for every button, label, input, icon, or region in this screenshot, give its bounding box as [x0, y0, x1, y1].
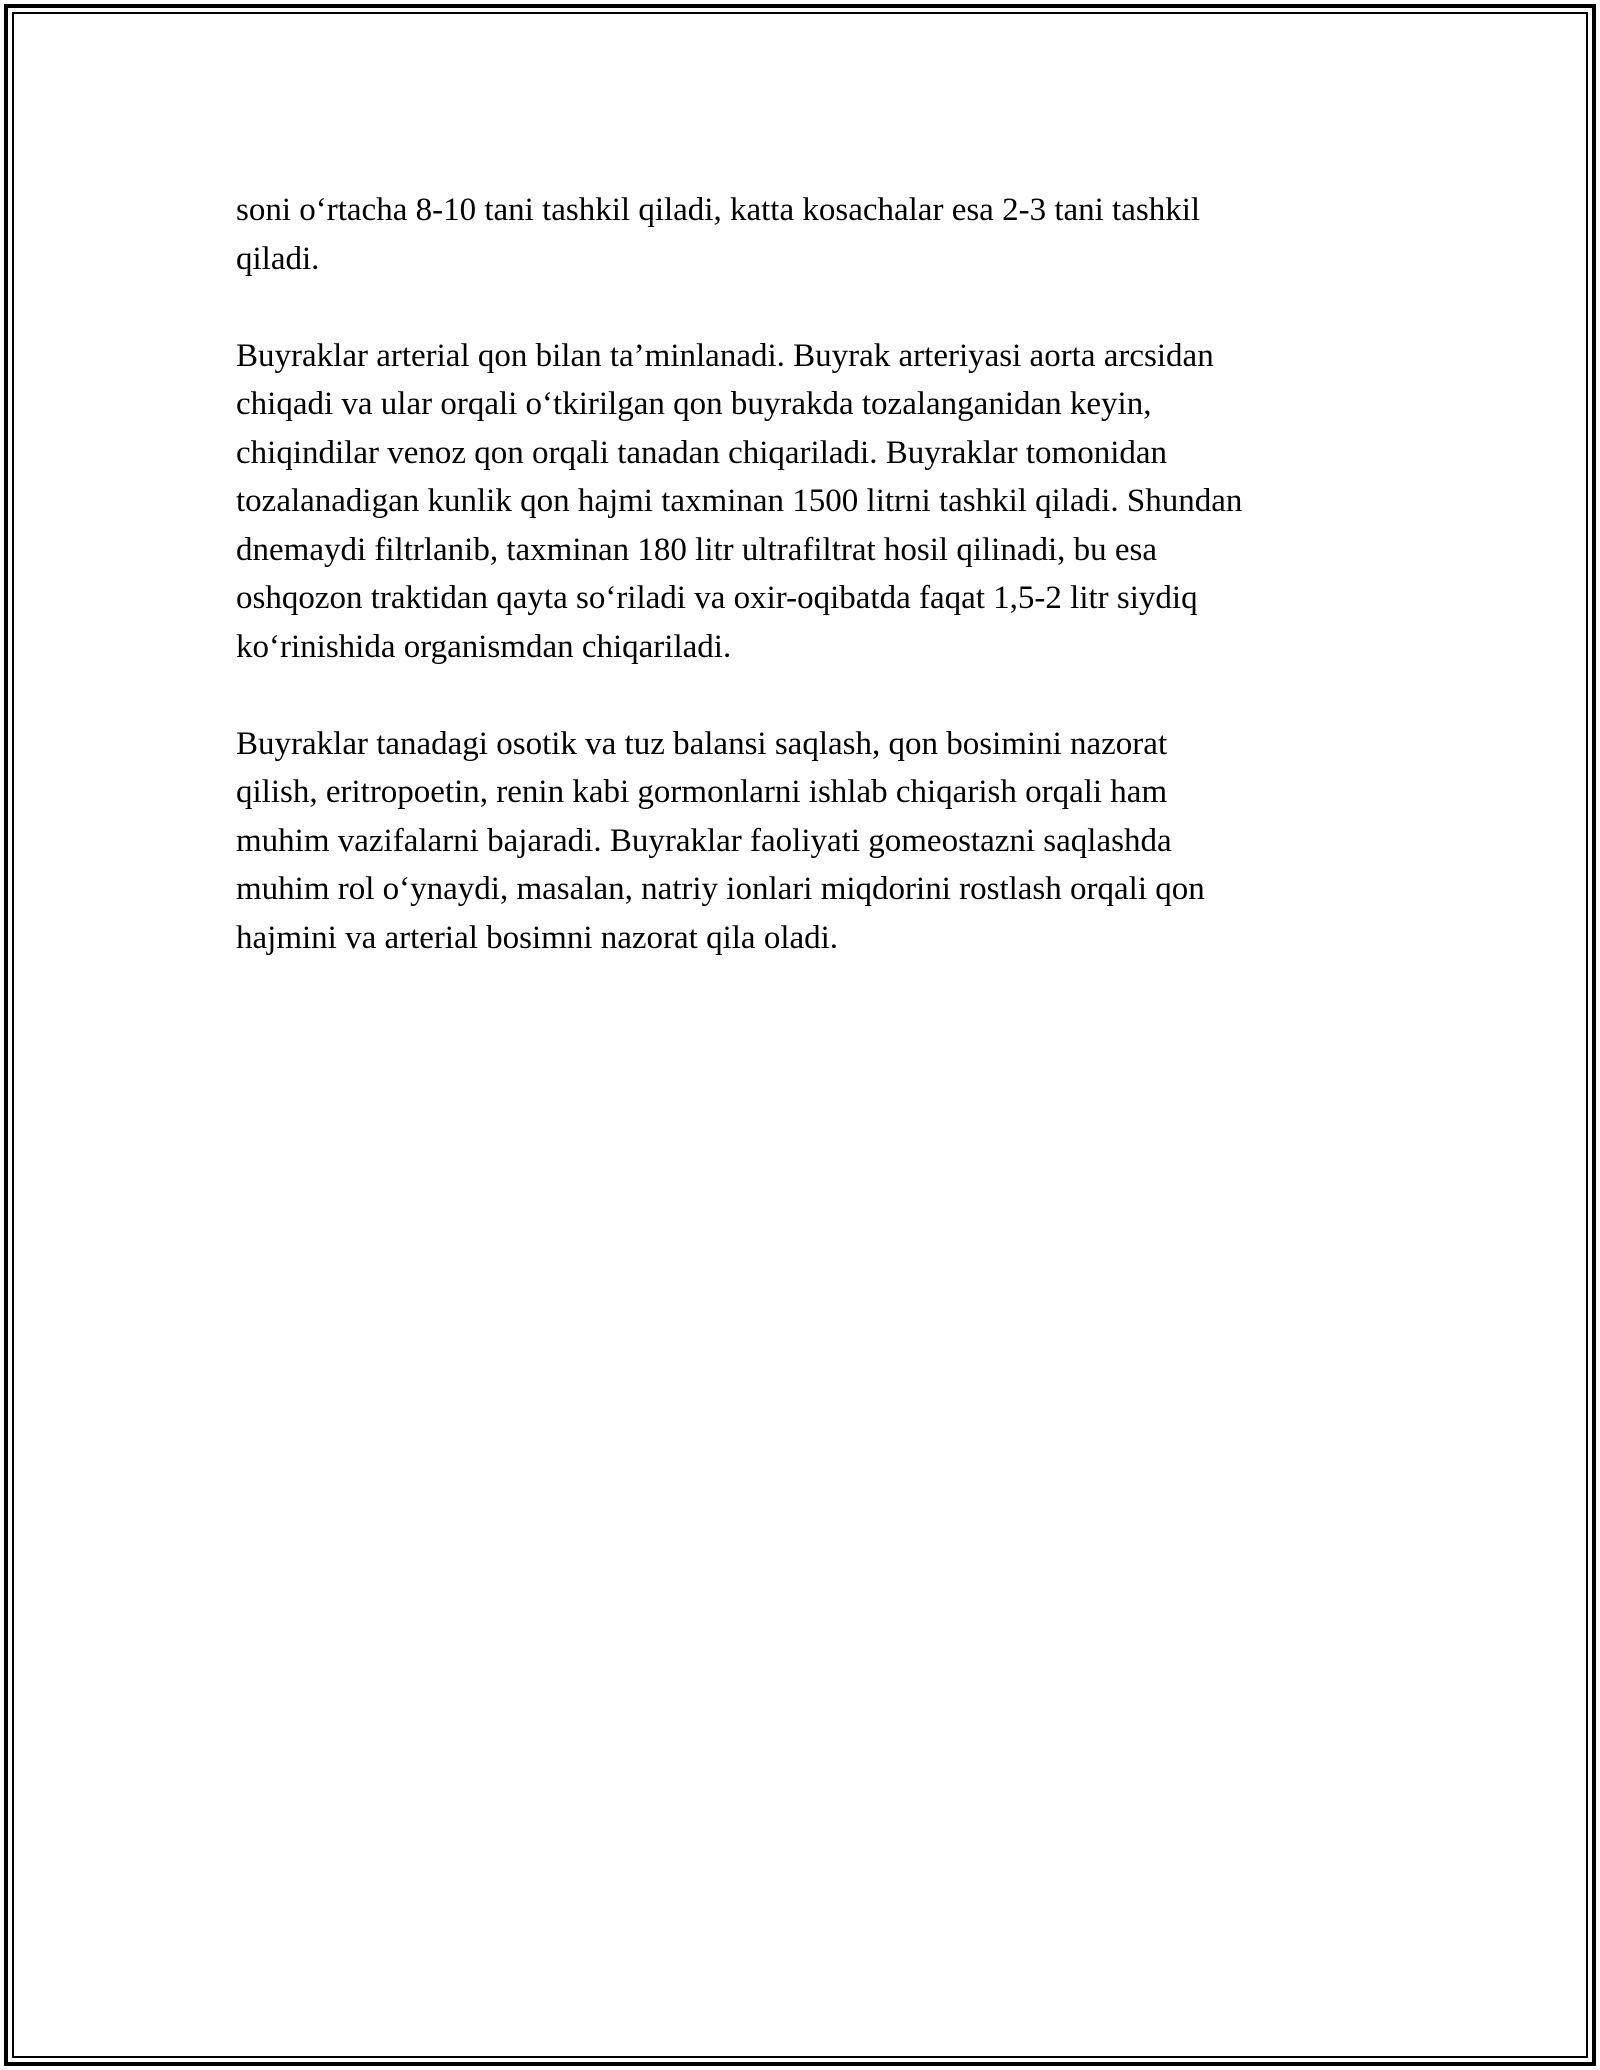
document-body	[236, 186, 1366, 1011]
paragraph-3: Buyraklar tanadagi osotik va tuz balansi saqlash, qon bosimini nazorat qilish, eritropoetin, renin kabi gormonlarni ishlab chiqarish orqali ham muhim vazifalarni bajaradi. Buyraklar faoliyati gomeostazni saqlashda muhim rol o‘ynaydi, masalan, natriy ionlari miqdorini rostlash orqali qon hajmini va arterial bosimni nazorat qila oladi.	[236, 725, 1205, 956]
paragraph-1: soni o‘rtacha 8-10 tani tashkil qiladi, katta kosachalar esa 2-3 tani tashkil qiladi.	[236, 192, 1201, 277]
paragraph-2: Buyraklar arterial qon bilan ta’minlanadi. Buyrak arteriyasi aorta arcsidan chiqadi va ular orqali o‘tkirilgan qon buyrakda tozalanganidan keyin, chiqindilar venoz qon orqali tanadan chiqariladi. Buyraklar tomonidan tozalanadigan kunlik qon hajmi taxminan 1500 litrni tashkil qiladi. Shundan dnemaydi filtrlanib, taxminan 180 litr ultrafiltrat hosil qilinadi, bu esa oshqozon traktidan qayta so‘riladi va oxir-oqibatda faqat 1,5-2 litr siydiq ko‘rinishida organismdan chiqariladi.	[236, 337, 1243, 665]
